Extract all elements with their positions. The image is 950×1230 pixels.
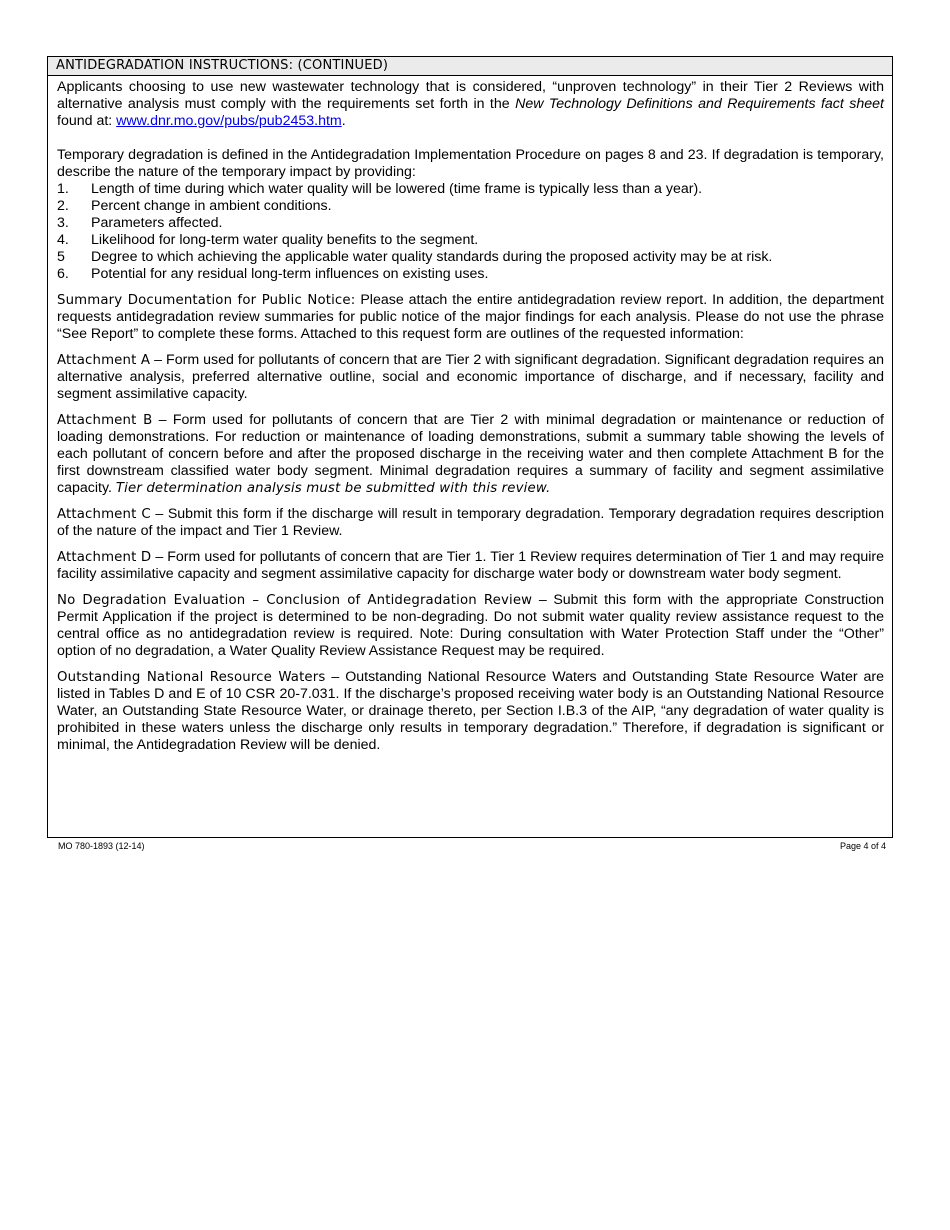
no-degradation-heading: No Degradation Evaluation – Conclusion of Antidegradation Review — [57, 593, 533, 608]
fact-sheet-title: New Technology Definitions and Requirements fact sheet — [515, 96, 884, 112]
attachment-b-heading: Attachment B — [57, 413, 153, 428]
outstanding-waters-paragraph: Outstanding National Resource Waters – Outstanding National Resource Waters and Outstanding State Resource Water are listed in Tables D and E of 10 CSR 20-7.031. If the discharge’s proposed receiving water body is an Outstanding National Resource Water, an Outstanding State Resource Water, or drainage thereto, per Section I.B.3 of the AIP, “any degradation of water quality is prohibited in these waters unless the discharge only results in temporary degradation.” Therefore, if degradation is significant or minimal, the Antidegradation Review will be denied. — [57, 669, 884, 753]
instructions-content — [48, 76, 892, 754]
attachment-d-heading: Attachment D — [57, 550, 152, 565]
fact-sheet-link[interactable]: www.dnr.mo.gov/pubs/pub2453.htm — [116, 113, 342, 129]
attachment-a-heading: Attachment A — [57, 353, 151, 368]
list-item: 6. Potential for any residual long-term influences on existing uses. — [57, 266, 489, 282]
list-item: 4. Likelihood for long-term water quality benefits to the segment. — [57, 232, 479, 248]
tier-determination-note: Tier determination analysis must be submitted with this review. — [115, 481, 551, 496]
attachment-b-paragraph: Attachment B – Form used for pollutants of concern that are Tier 2 with minimal degradation or maintenance or reduction of loading demonstrations. For reduction or maintenance of loading demonstrations, submit a summary table showing the levels of each pollutant of concern before and after the proposed discharge in the receiving water and then complete Attachment B for the first downstream classified water body segment. Minimal degradation requires a summary of facility and segment assimilative capacity. Tier determination analysis must be submitted with this review. — [57, 412, 884, 496]
outstanding-waters-heading: Outstanding National Resource Waters — [57, 670, 326, 685]
temporary-impact-list — [57, 181, 884, 283]
attachment-c-paragraph: Attachment C – Submit this form if the discharge will result in temporary degradation. Temporary degradation requires description of the nature of the impact and Tier 1 Review. — [57, 506, 884, 539]
list-item: 5 Degree to which achieving the applicable water quality standards during the proposed activity may be at risk. — [57, 249, 773, 265]
list-item: 2. Percent change in ambient conditions. — [57, 198, 332, 214]
attachment-d-paragraph: Attachment D – Form used for pollutants of concern that are Tier 1. Tier 1 Review requires determination of Tier 1 and may require facility assimilative capacity and segment assimilative capacity for discharge water body or downstream water body segment. — [57, 549, 884, 582]
instructions-box — [47, 56, 893, 838]
no-degradation-paragraph: No Degradation Evaluation – Conclusion of Antidegradation Review – Submit this form with the appropriate Construction Permit Application if the project is determined to be non-degrading. Do not submit water quality review assistance request to the central office as no antidegradation review is required. Note: During consultation with Water Protection Staff under the “Other” option of no degradation, a Water Quality Review Assistance Request may be required. — [57, 592, 884, 659]
list-item: 1. Length of time during which water quality will be lowered (time frame is typically less than a year). — [57, 181, 703, 197]
attachment-c-heading: Attachment C — [57, 507, 151, 522]
summary-paragraph: Summary Documentation for Public Notice: Please attach the entire antidegradation review report. In addition, the department requests antidegradation review summaries for public notice of the major findings for each analysis. Please do not use the phrase “See Report” to complete these forms. Attached to this request form are outlines of the requested information: — [57, 292, 884, 342]
summary-heading: Summary Documentation for Public Notice: — [57, 293, 356, 308]
page-number: Page 4 of 4 — [839, 841, 886, 851]
section-header: ANTIDEGRADATION INSTRUCTIONS: (CONTINUED) — [48, 57, 892, 76]
list-item: 3. Parameters affected. — [57, 215, 223, 231]
form-number: MO 780-1893 (12-14) — [58, 841, 145, 851]
intro-paragraph: Applicants choosing to use new wastewater technology that is considered, “unproven technology” in their Tier 2 Reviews with alternative analysis must comply with the requirements set forth in the New Technology Definitions and Requirements fact sheet found at: www.dnr.mo.gov/pubs/pub2453.htm. — [57, 79, 884, 129]
temporary-degradation-paragraph: Temporary degradation is defined in the Antidegradation Implementation Procedure on pages 8 and 23. If degradation is temporary, describe the nature of the temporary impact by providing: — [57, 147, 884, 180]
attachment-a-paragraph: Attachment A – Form used for pollutants of concern that are Tier 2 with significant degradation. Significant degradation requires an alternative analysis, preferred alternative outline, social and economic importance of discharge, and if necessary, facility and segment assimilative capacity. — [57, 352, 884, 402]
